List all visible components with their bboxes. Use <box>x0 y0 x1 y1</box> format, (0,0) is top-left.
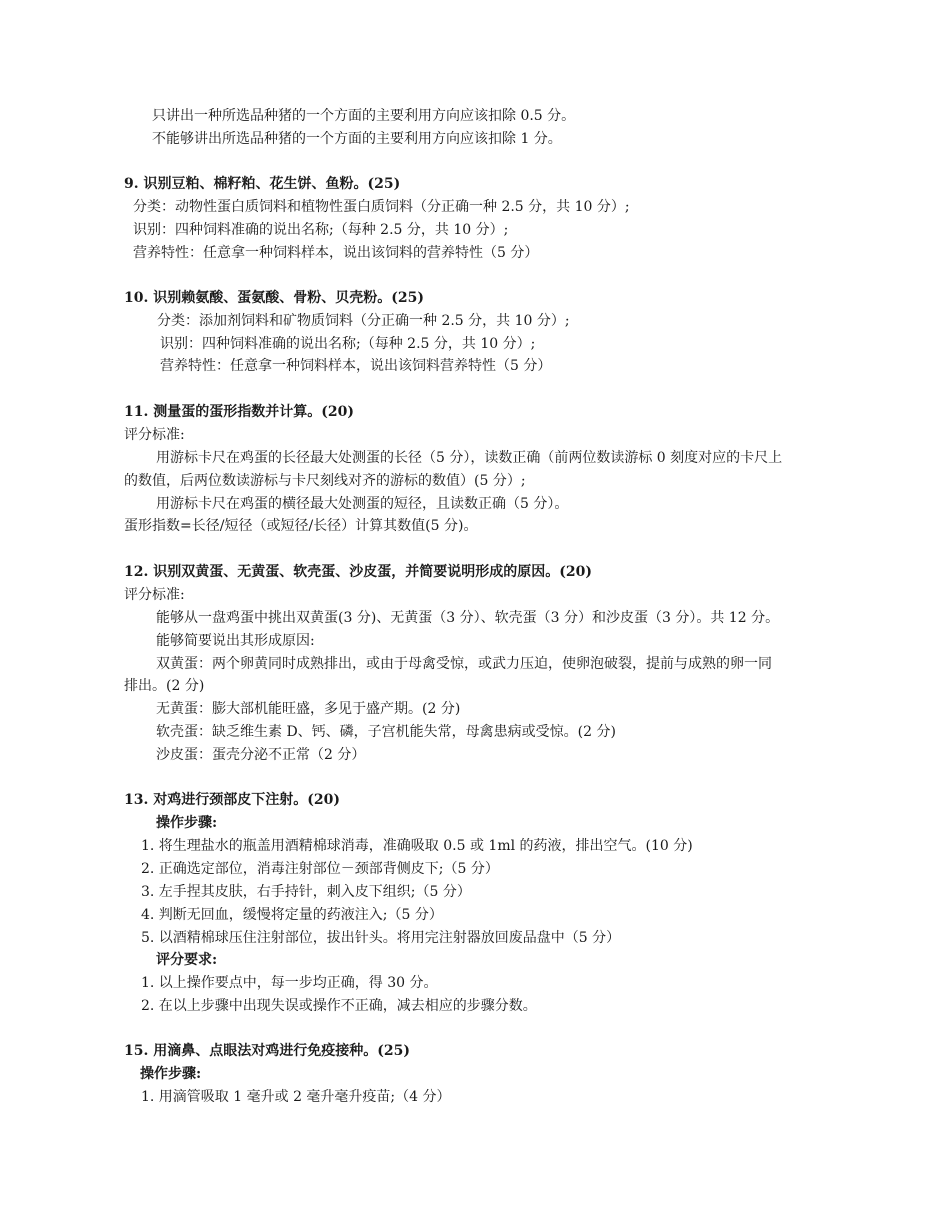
paragraph-line: 分类：动物性蛋白质饲料和植物性蛋白质饲料（分正确一种 2.5 分，共 10 分）; <box>133 199 630 215</box>
paragraph-line: 营养特性：任意拿一种饲料样本，说出该饲料营养特性（5 分） <box>160 358 552 374</box>
paragraph-line: 分类：添加剂饲料和矿物质饲料（分正确一种 2.5 分，共 10 分）; <box>157 313 570 329</box>
paragraph-line: 沙皮蛋：蛋壳分泌不正常（2 分） <box>156 747 366 763</box>
paragraph-line: 能够从一盘鸡蛋中挑出双黄蛋(3 分)、无黄蛋（3 分）、软壳蛋（3 分）和沙皮蛋（3 分）。共 12 分。 <box>156 610 780 626</box>
paragraph-line: 营养特性：任意拿一种饲料样本，说出该饲料的营养特性（5 分） <box>133 245 539 261</box>
step-item: 3. 左手捏其皮肤，右手持针，刺入皮下组织;（5 分） <box>141 884 471 900</box>
requirement-item: 2. 在以上步骤中出现失误或操作不正确，减去相应的步骤分数。 <box>141 998 537 1014</box>
question-title: 9. 识别豆粕、棉籽粕、花生饼、鱼粉。(25) <box>124 176 401 192</box>
paragraph-line: 的数值，后两位数读游标与卡尺刻线对齐的游标的数值）(5 分）; <box>124 473 526 489</box>
question-title: 10. 识别赖氨酸、蛋氨酸、骨粉、贝壳粉。(25) <box>124 290 424 306</box>
step-item: 1. 将生理盐水的瓶盖用酒精棉球消毒，准确吸取 0.5 或 1ml 的药液，排出空气。(10 分) <box>141 838 693 854</box>
paragraph-line: 识别：四种饲料准确的说出名称;（每种 2.5 分，共 10 分）; <box>133 222 509 238</box>
requirements-heading: 评分要求: <box>156 952 218 968</box>
paragraph-line: 软壳蛋：缺乏维生素 D、钙、磷，子宫机能失常，母禽患病或受惊。(2 分) <box>156 724 616 740</box>
step-item: 1. 用滴管吸取 1 毫升或 2 毫升毫升疫苗;（4 分） <box>141 1089 451 1105</box>
question-title: 13. 对鸡进行颈部皮下注射。(20) <box>124 792 340 808</box>
paragraph-line: 用游标卡尺在鸡蛋的横径最大处测蛋的短径，且读数正确（5 分）。 <box>156 496 569 512</box>
paragraph-line: 蛋形指数=长径/短径（或短径/长径）计算其数值(5 分)。 <box>124 518 478 534</box>
question-title: 11. 测量蛋的蛋形指数并计算。(20) <box>124 404 354 420</box>
paragraph-line: 评分标准: <box>124 587 185 603</box>
paragraph-line: 只讲出一种所选品种猪的一个方面的主要利用方向应该扣除 0.5 分。 <box>152 108 576 124</box>
step-item: 4. 判断无回血，缓慢将定量的药液注入;（5 分） <box>141 907 443 923</box>
paragraph-line: 双黄蛋：两个卵黄同时成熟排出，或由于母禽受惊，或武力压迫，使卵泡破裂，提前与成熟的卵一同 <box>156 656 772 672</box>
step-item: 5. 以酒精棉球压住注射部位，拔出针头。将用完注射器放回废品盘中（5 分） <box>141 930 621 946</box>
paragraph-line: 不能够讲出所选品种猪的一个方面的主要利用方向应该扣除 1 分。 <box>152 131 562 147</box>
paragraph-line: 排出。(2 分) <box>124 678 205 694</box>
paragraph-line: 识别：四种饲料准确的说出名称;（每种 2.5 分，共 10 分）; <box>160 336 536 352</box>
requirement-item: 1. 以上操作要点中，每一步均正确，得 30 分。 <box>141 975 438 991</box>
paragraph-line: 能够简要说出其形成原因: <box>156 633 315 649</box>
question-title: 15. 用滴鼻、点眼法对鸡进行免疫接种。(25) <box>124 1043 410 1059</box>
paragraph-line: 评分标准: <box>124 427 185 443</box>
steps-heading: 操作步骤: <box>156 815 218 831</box>
paragraph-line: 用游标卡尺在鸡蛋的长径最大处测蛋的长径（5 分），读数正确（前两位数读游标 0 刻度对应的卡尺上 <box>156 450 783 466</box>
question-title: 12. 识别双黄蛋、无黄蛋、软壳蛋、沙皮蛋，并简要说明形成的原因。(20) <box>124 564 592 580</box>
step-item: 2. 正确选定部位，消毒注射部位－颈部背侧皮下;（5 分） <box>141 861 499 877</box>
paragraph-line: 无黄蛋：膨大部机能旺盛，多见于盛产期。(2 分) <box>156 701 461 717</box>
steps-heading: 操作步骤: <box>140 1066 202 1082</box>
